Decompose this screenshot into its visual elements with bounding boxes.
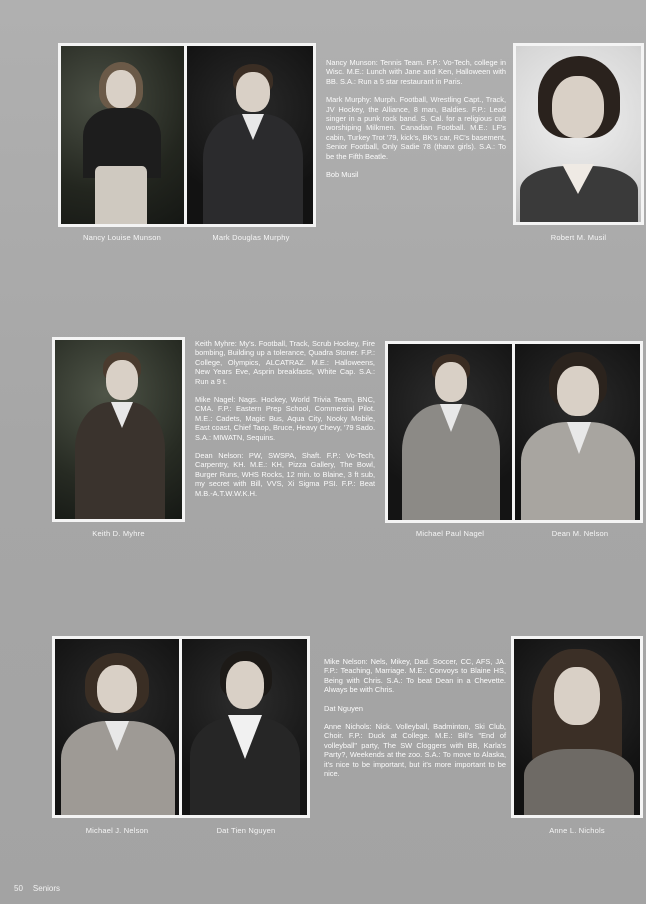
caption-myhre: Keith D. Myhre bbox=[92, 529, 145, 538]
bio-nagel: Mike Nagel: Nags. Hockey, World Trivia Team, BNC, CMA. F.P.: Eastern Prep School, Commercial Pilot. M.E.: Cadets, Magic Bus, Aqua City, Nooky Mobile, East coast, Chief Taop, Bruce, Heavy Chevy, '79 Sado. S.A.: MIWATN, Sequins. bbox=[195, 395, 375, 442]
portrait-dean-nelson bbox=[515, 344, 640, 520]
bio-myhre: Keith Myhre: My's. Football, Track, Scrub Hockey, Fire bombing, Building up a tolerance, Quadra Stoner. F.P.: College, Olympics, ALCATRAZ. M.E.: Halloweens, New Years Eve, Asprin breakfasts, White Cap. S.A.: Run a 9 t. bbox=[195, 339, 375, 386]
caption-munson: Nancy Louise Munson bbox=[82, 233, 161, 242]
portrait-frame-nagel-nelson bbox=[385, 341, 643, 523]
bio-block-1 bbox=[326, 58, 506, 188]
page-number: 50 bbox=[14, 884, 23, 893]
caption-nichols: Anne L. Nichols bbox=[549, 826, 605, 835]
caption-nguyen: Dat Tien Nguyen bbox=[216, 826, 276, 835]
portrait-nichols bbox=[514, 639, 640, 815]
caption-murphy: Mark Douglas Murphy bbox=[212, 233, 290, 242]
portrait-frame-nichols bbox=[511, 636, 643, 818]
portrait-frame-myhre bbox=[52, 337, 185, 522]
caption-musil: Robert M. Musil bbox=[550, 233, 607, 242]
bio-murphy: Mark Murphy: Murph. Football, Wrestling Capt., Track, JV Hockey, the Alliance, 8 man, Baldies. F.P.: Lead singer in a punk rock band. S. Cal. for a religious cult worshiping Milkmen. Canadian Football. M.E.: LF's cabin, Turkey Trot '79, kick's, BK's car, RC's basement, Senior Football, Only Sadie 78 (thanx girls). S.A.: To be the Fifth Beatle. bbox=[326, 95, 506, 161]
page-footer bbox=[14, 884, 70, 893]
caption-dean-nelson: Dean M. Nelson bbox=[551, 529, 609, 538]
portrait-nguyen bbox=[182, 639, 307, 815]
portrait-myhre bbox=[55, 340, 182, 519]
portrait-murphy bbox=[187, 46, 313, 224]
bio-block-2 bbox=[195, 339, 375, 507]
bio-michael-nelson: Mike Nelson: Nels, Mikey, Dad. Soccer, CC, AFS, JA. F.P.: Teaching, Marriage. M.E.: Convoys to Blaine HS, Being with Chris. S.A.: To beat Dean in a Chevette. Always be with Chris. bbox=[324, 657, 506, 695]
bio-munson: Nancy Munson: Tennis Team. F.P.: Vo-Tech, college in Wisc. M.E.: Lunch with Jane and Ken, Halloween with BB. S.A.: Run a 5 star restaurant in Paris. bbox=[326, 58, 506, 86]
bio-musil: Bob Musil bbox=[326, 170, 359, 180]
portrait-nagel bbox=[388, 344, 512, 520]
portrait-frame-munson-murphy bbox=[58, 43, 316, 227]
bio-dean-nelson: Dean Nelson: PW, SWSPA, Shaft. F.P.: Vo-Tech, Carpentry, KH. M.E.: KH, Pizza Gallery, The Bowl, Burger Runs, WHS Rocks, 12 min. to Blaine, 3 ft sub, my secret with Bill, VVS, Xi Sigma PSI. F.P.: Beat M.B.-A.T.W.W.K.H. bbox=[195, 451, 375, 498]
caption-nagel: Michael Paul Nagel bbox=[415, 529, 485, 538]
portrait-michael-nelson bbox=[55, 639, 179, 815]
bio-nguyen: Dat Nguyen bbox=[324, 703, 364, 713]
bio-block-3 bbox=[324, 657, 506, 787]
caption-michael-nelson: Michael J. Nelson bbox=[85, 826, 149, 835]
section-label: Seniors bbox=[32, 884, 61, 893]
portrait-frame-musil bbox=[513, 43, 644, 225]
portrait-frame-nelson-nguyen bbox=[52, 636, 310, 818]
portrait-musil bbox=[516, 46, 641, 222]
bio-nichols: Anne Nichols: Nick. Volleyball, Badminton, Ski Club, Choir. F.P.: Duck at College. M.E.: Bill's "End of volleyball" party, The SW Cloggers with BB, Karla's Party?, Weekends at the zoo. S.A.: To move to Alaska, it's nice to be important, but it's more important to be nice. bbox=[324, 722, 506, 779]
portrait-munson bbox=[61, 46, 184, 224]
